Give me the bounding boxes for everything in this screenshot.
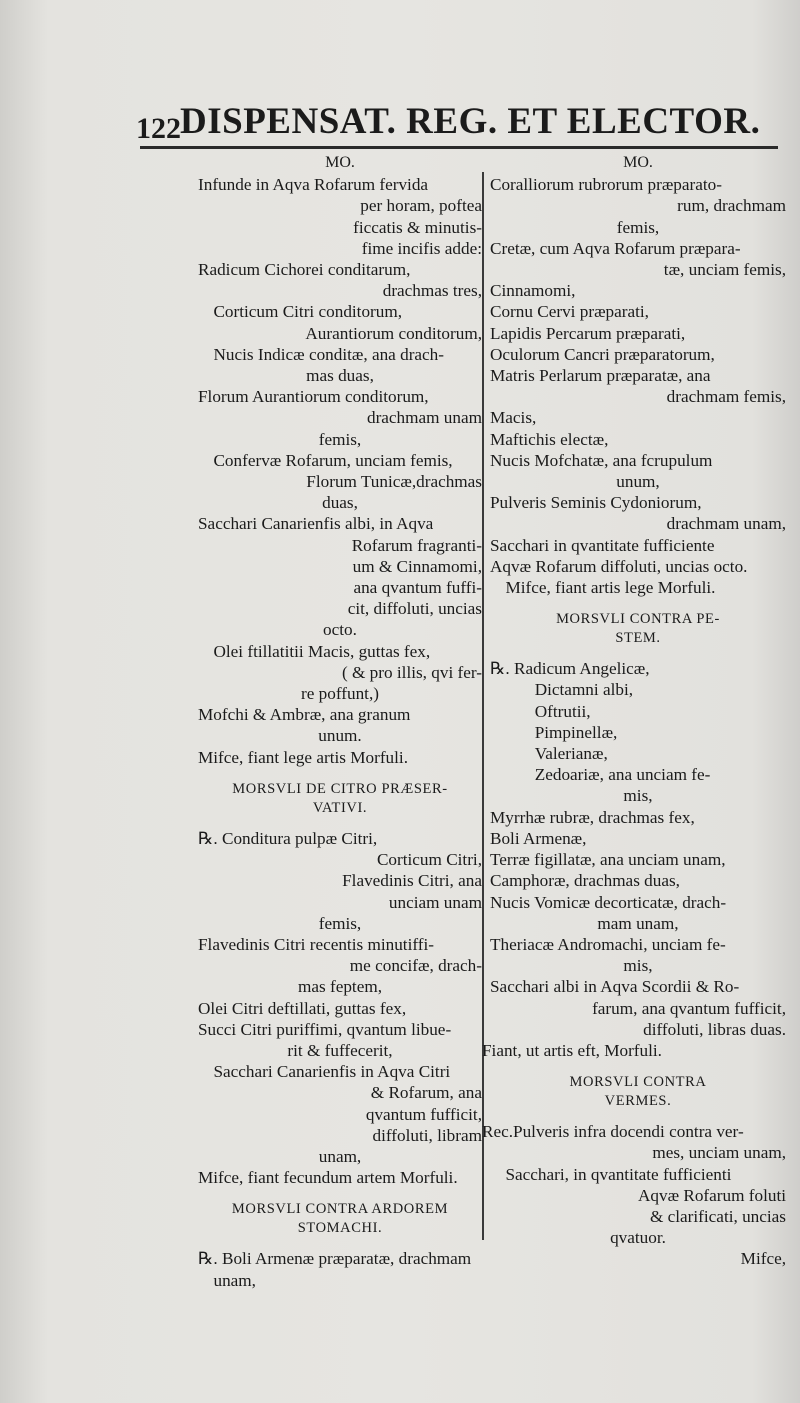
text-line: Boli Armenæ, [490, 828, 587, 848]
text-line: unum, [616, 472, 660, 492]
text-line: mis, [623, 956, 653, 976]
text-line: Myrrhæ rubræ, drachmas fex, [490, 807, 695, 827]
text-line: ℞. Conditura pulpæ Citri, [198, 828, 378, 848]
text-line: Flavedinis Citri, ana [342, 871, 482, 891]
text-line: drachmam unam, [666, 514, 786, 534]
text-line: drachmam unam [366, 408, 482, 428]
text-line: Infunde in Aqva Rofarum fervida [198, 175, 429, 195]
right-recipe-continuation [490, 174, 786, 598]
text-line: Camphoræ, drachmas duas, [490, 871, 680, 891]
left-recipe-ardorem [198, 1248, 482, 1290]
text-line: Valerianæ, [534, 744, 608, 764]
text-line: drachmam femis, [666, 387, 786, 407]
text-line: farum, ana qvantum fufficit, [592, 998, 786, 1018]
text-line: cit, diffoluti, uncias [347, 599, 482, 619]
text-line: mes, unciam unam, [652, 1143, 786, 1163]
text-line: um & Cinnamomi, [352, 556, 482, 576]
text-line: Oculorum Cancri præparatorum, [490, 344, 715, 364]
text-line: Maftichis electæ, [490, 429, 609, 449]
right-column [482, 152, 786, 1270]
column-divider [482, 172, 484, 1240]
text-line: ana qvantum fuffi- [353, 578, 482, 598]
text-line: Pimpinellæ, [534, 722, 618, 742]
text-line: rit & fuffecerit, [287, 1040, 393, 1060]
right-recipe-pestem [482, 658, 786, 1061]
text-line: Coralliorum rubrorum præparato- [490, 175, 722, 195]
text-line: Macis, [490, 408, 537, 428]
text-line: Rec.Pulveris infra docendi contra ver- [482, 1122, 744, 1142]
text-line: rum, drachmam [677, 196, 786, 216]
text-line: Sacchari albi in Aqva Scordii & Ro- [490, 977, 740, 997]
text-line: Mifce, fiant artis lege Morfuli. [505, 578, 716, 598]
text-line: Pulveris Seminis Cydoniorum, [490, 493, 702, 513]
text-line: mas duas, [306, 366, 374, 386]
header-rule [140, 146, 778, 149]
text-line: unum. [318, 726, 362, 746]
text-line: Sacchari in qvantitate fufficiente [490, 535, 715, 555]
page-number: 122 [136, 112, 181, 145]
text-line: Oftrutii, [534, 701, 591, 721]
text-line: Corticum Citri conditorum, [213, 302, 403, 322]
text-line: Nucis Vomicæ decorticatæ, drach- [490, 892, 727, 912]
text-line: Fiant, ut artis eft, Morfuli. [482, 1040, 662, 1060]
text-line: Flavedinis Citri recentis minutiffi- [198, 934, 434, 954]
text-line: diffoluti, libras duas. [643, 1019, 786, 1039]
text-line: Mifce, fiant fecundum artem Morfuli. [198, 1168, 458, 1188]
text-line: Florum Aurantiorum conditorum, [198, 387, 429, 407]
right-column-head: MO. [623, 154, 653, 171]
text-line: femis, [318, 913, 362, 933]
catchword: Mifce, [740, 1249, 786, 1269]
text-line: qvatuor. [610, 1228, 666, 1248]
text-line: mis, [623, 786, 653, 806]
text-line: qvantum fufficit, [365, 1104, 482, 1124]
text-line: femis, [616, 217, 660, 237]
text-line: Zedoariæ, ana unciam fe- [534, 765, 711, 785]
text-line: Olei Citri deftillati, guttas fex, [198, 998, 407, 1018]
text-line: Cinnamomi, [490, 281, 576, 301]
text-line: Mofchi & Ambræ, ana granum [198, 705, 411, 725]
text-line: unam, [318, 1146, 362, 1166]
text-line: Nucis Mofchatæ, ana fcrupulum [490, 450, 713, 470]
text-line: duas, [322, 493, 358, 513]
text-line: Aurantiorum conditorum, [305, 323, 482, 343]
text-line: octo. [323, 620, 357, 640]
text-line: Olei ftillatitii Macis, guttas fex, [213, 641, 431, 661]
text-line: Lapidis Percarum præparati, [490, 323, 686, 343]
section-title-morsuli-de-citro: MORSVLI DE CITRO PRÆSER- VATIVI. [232, 780, 448, 816]
text-line: Corticum Citri, [376, 850, 482, 870]
running-title: DISPENSAT. REG. ET ELECTOR. [180, 101, 761, 142]
text-line: re poffunt,) [301, 684, 379, 704]
text-line: per horam, poftea [360, 196, 482, 216]
text-line: Confervæ Rofarum, unciam femis, [213, 450, 453, 470]
left-column-head: MO. [325, 154, 355, 171]
text-line: Dictamni albi, [534, 680, 634, 700]
text-line: drachmas tres, [382, 281, 482, 301]
text-line: Nucis Indicæ conditæ, ana drach- [213, 344, 444, 364]
text-line: Matris Perlarum præparatæ, ana [490, 366, 711, 386]
text-line: ficcatis & minutis- [353, 217, 482, 237]
text-line: & clarificati, uncias [649, 1206, 786, 1226]
text-line: Cornu Cervi præparati, [490, 302, 649, 322]
text-line: Radicum Cichorei conditarum, [198, 260, 411, 280]
text-line: Aqvæ Rofarum foluti [638, 1185, 786, 1205]
text-line: Succi Citri puriffimi, qvantum libue- [198, 1019, 452, 1039]
text-line: mam unam, [597, 913, 679, 933]
text-line: mas feptem, [298, 977, 382, 997]
text-line: Sacchari Canarienfis albi, in Aqva [198, 514, 434, 534]
left-column [198, 152, 482, 1291]
left-recipe-citro [198, 828, 482, 1188]
text-line: diffoluti, libram [372, 1125, 482, 1145]
section-title-contra-ardorem: MORSVLI CONTRA ARDOREM STOMACHI. [231, 1201, 449, 1237]
text-line: & Rofarum, ana [370, 1083, 482, 1103]
text-line: femis, [318, 429, 362, 449]
text-line: fime incifis adde: [361, 238, 482, 258]
text-line: Cretæ, cum Aqva Rofarum præpara- [490, 238, 741, 258]
section-title-contra-vermes: MORSVLI CONTRA VERMES. [569, 1074, 707, 1110]
text-line: Rofarum fragranti- [351, 535, 482, 555]
right-recipe-vermes [482, 1121, 786, 1248]
text-line: Aqvæ Rofarum diffoluti, uncias octo. [490, 556, 748, 576]
text-line: tæ, unciam femis, [663, 260, 786, 280]
text-line: Sacchari Canarienfis in Aqva Citri [213, 1062, 451, 1082]
text-line: unciam unam [388, 892, 482, 912]
text-line: ℞. Radicum Angelicæ, [490, 659, 650, 679]
text-line: Sacchari, in qvantitate fufficienti [505, 1164, 732, 1184]
text-line: ( & pro illis, qvi fer- [342, 662, 482, 682]
section-title-contra-pestem: MORSVLI CONTRA PE- STEM. [556, 611, 720, 647]
left-recipe-continuation [198, 174, 482, 768]
text-line: Mifce, fiant lege artis Morfuli. [198, 747, 409, 767]
text-line: Theriacæ Andromachi, unciam fe- [490, 934, 726, 954]
page-header [136, 100, 776, 150]
text-line: Florum Tunicæ,drachmas [306, 472, 482, 492]
text-line: Terræ figillatæ, ana unciam unam, [490, 850, 726, 870]
text-line: unam, [213, 1270, 256, 1290]
text-line: me concifæ, drach- [349, 956, 482, 976]
text-line: ℞. Boli Armenæ præparatæ, drachmam [198, 1249, 472, 1269]
